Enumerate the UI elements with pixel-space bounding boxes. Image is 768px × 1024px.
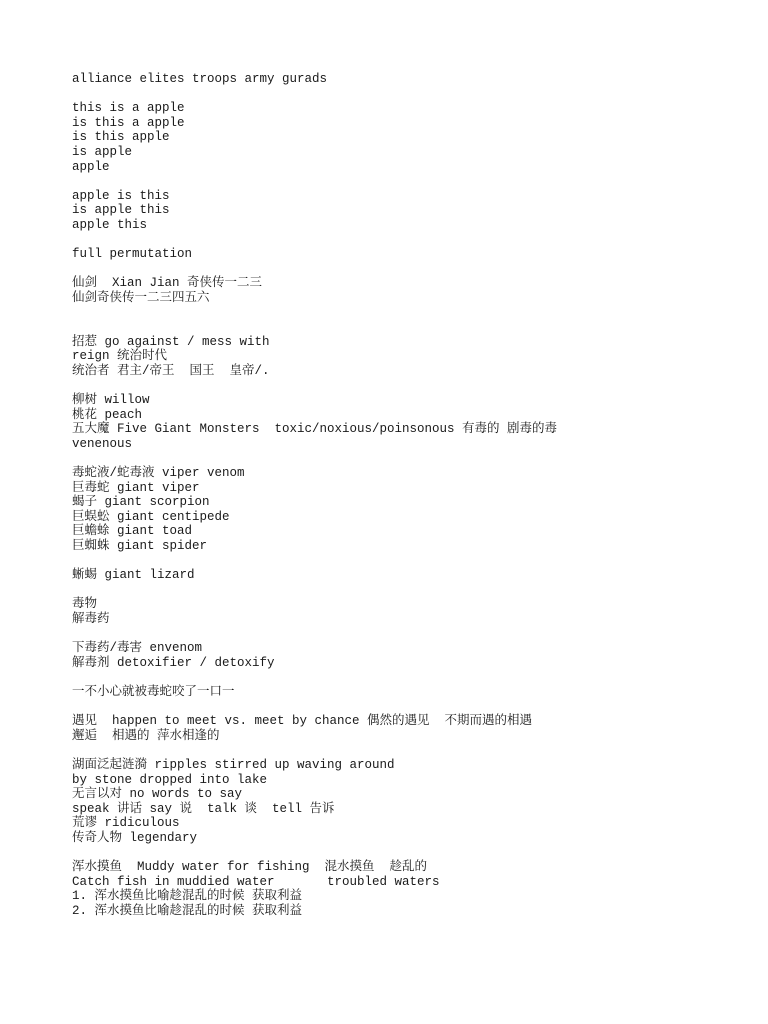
text-line: Catch fish in muddied water troubled waters: [72, 874, 440, 889]
text-line: 解毒剂 detoxifier / detoxify: [72, 655, 275, 670]
text-line: is apple this: [72, 203, 170, 218]
text-line: apple this: [72, 217, 148, 232]
text-line: 传奇人物 legendary: [72, 830, 198, 845]
text-line: 招惹 go against / mess with: [72, 334, 270, 349]
document-body: [72, 72, 752, 918]
text-line: is this a apple: [72, 115, 185, 130]
blank-line: [72, 845, 752, 860]
text-line: 蝎子 giant scorpion: [72, 495, 210, 510]
text-line: 柳树 willow: [72, 393, 150, 408]
text-line: full permutation: [72, 247, 193, 262]
blank-line: [72, 554, 752, 569]
text-line: 湖面泛起涟漪 ripples stirred up waving around: [72, 757, 395, 772]
blank-line: [72, 320, 752, 335]
text-line: 邂逅 相遇的 萍水相逢的: [72, 728, 220, 743]
blank-line: [72, 233, 752, 248]
text-line: speak 讲话 say 说 talk 谈 tell 告诉: [72, 801, 335, 816]
text-line: by stone dropped into lake: [72, 772, 268, 787]
text-line: apple: [72, 159, 110, 174]
text-line: 一不小心就被毒蛇咬了一口一: [72, 684, 235, 699]
text-line: 巨蜈蚣 giant centipede: [72, 509, 230, 524]
text-line: 五大魔 Five Giant Monsters toxic/noxious/poinsonous 有毒的 剧毒的毒: [72, 422, 558, 437]
text-line: 1. 浑水摸鱼比喻趁混乱的时候 获取利益: [72, 889, 303, 904]
blank-line: [72, 451, 752, 466]
blank-line: [72, 670, 752, 685]
text-line: 解毒药: [72, 611, 110, 626]
text-line: 遇见 happen to meet vs. meet by chance 偶然的遇见 不期而遇的相遇: [72, 714, 533, 729]
blank-line: [72, 627, 752, 642]
text-line: apple is this: [72, 188, 170, 203]
text-line: is apple: [72, 144, 133, 159]
blank-line: [72, 743, 752, 758]
text-line: 巨蜘蛛 giant spider: [72, 539, 208, 553]
text-line: is this apple: [72, 130, 170, 145]
text-line: 毒蛇液/蛇毒液 viper venom: [72, 466, 245, 481]
blank-line: [72, 583, 752, 598]
text-line: 蜥蜴 giant lizard: [72, 568, 195, 583]
text-line: alliance elites troops army gurads: [72, 72, 328, 86]
text-line: 仙剑 Xian Jian 奇侠传一二三: [72, 276, 263, 291]
blank-line: [72, 378, 752, 393]
blank-line: [72, 700, 752, 715]
text-line: 下毒药/毒害 envenom: [72, 641, 203, 656]
text-line: 仙剑奇侠传一二三四五六: [72, 290, 210, 305]
text-line: this is a apple: [72, 101, 185, 116]
blank-line: [72, 87, 752, 102]
text-line: 统治者 君主/帝王 国王 皇帝/.: [72, 363, 270, 378]
text-line: 无言以对 no words to say: [72, 787, 243, 802]
text-line: 2. 浑水摸鱼比喻趁混乱的时候 获取利益: [72, 903, 303, 918]
text-line: 巨蟾蜍 giant toad: [72, 524, 193, 539]
blank-line: [72, 306, 752, 321]
text-line: venenous: [72, 436, 133, 451]
text-line: reign 统治时代: [72, 349, 168, 364]
text-line: 荒谬 ridiculous: [72, 816, 180, 831]
text-line: 毒物: [72, 597, 98, 612]
blank-line: [72, 262, 752, 277]
text-line: 巨毒蛇 giant viper: [72, 480, 200, 495]
blank-line: [72, 174, 752, 189]
text-line: 桃花 peach: [72, 407, 143, 422]
text-line: 浑水摸鱼 Muddy water for fishing 混水摸鱼 趁乱的: [72, 860, 428, 875]
